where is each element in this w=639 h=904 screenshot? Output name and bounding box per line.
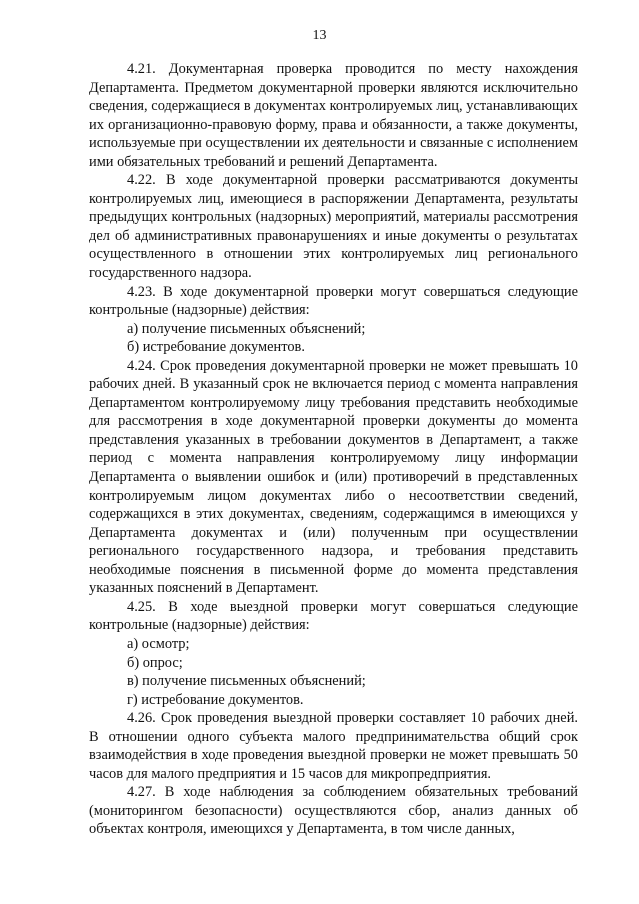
list-item: а) осмотр;: [127, 635, 190, 652]
paragraph-4-23: 4.23. В ходе документарной проверки могут совершаться следующие контрольные (надзорные) действия:: [89, 283, 578, 319]
list-item: г) истребование документов.: [127, 691, 304, 708]
paragraph-4-27: 4.27. В ходе наблюдения за соблюдением обязательных требований (мониторингом безопасности) осуществляются сбор, анализ данных об объектах контроля, имеющихся у Департамента, в том числе данных,: [89, 784, 578, 838]
page-number: 13: [312, 28, 327, 43]
paragraph-4-21: 4.21. Документарная проверка проводится по месту нахождения Департамента. Предметом документарной проверки являются исключительно сведения, содержащиеся в документах контролируемых лиц, устанавливающих их организационно-правовую форму, права и обязанности, а также документы, используемые при осуществлении их деятельности и связанные с исполнением ими обязательных требований и решений Департамента.: [89, 61, 578, 170]
list-item: б) истребование документов.: [127, 339, 305, 356]
document-body: [89, 60, 578, 839]
paragraph-4-22: 4.22. В ходе документарной проверки рассматриваются документы контролируемых лиц, имеющиеся в распоряжении Департамента, результаты предыдущих контрольных (надзорных) мероприятий, материалы рассмотрения дел об административных правонарушениях и иные документы о результатах осуществленного в отношении этих контролируемых лиц регионального государственного надзора.: [89, 172, 578, 282]
list-item: а) получение письменных объяснений;: [127, 320, 366, 337]
list-item: б) опрос;: [127, 654, 183, 671]
paragraph-4-24: 4.24. Срок проведения документарной проверки не может превышать 10 рабочих дней. В указанный срок не включается период с момента направления Департаментом контролируемому лицу требования представить необходимые для рассмотрения в ходе документарной проверки документы до момента представления указанных в требовании документов в Департамент, а также период с момента направления контролируемому лицу информации Департамента о выявлении ошибок и (или) противоречий в представленных контролируемым лицом документах либо о несоответствии сведений, содержащихся в этих документах, сведениям, содержащимся в имеющихся у Департамента документах и (или) полученным при осуществлении регионального государственного надзора, и требования представить необходимые пояснения в письменной форме до момента представления указанных пояснений в Департамент.: [89, 357, 578, 597]
list-item: в) получение письменных объяснений;: [127, 673, 366, 690]
paragraph-4-25: 4.25. В ходе выездной проверки могут совершаться следующие контрольные (надзорные) действия:: [89, 598, 578, 634]
paragraph-4-26: 4.26. Срок проведения выездной проверки составляет 10 рабочих дней. В отношении одного субъекта малого предпринимательства общий срок взаимодействия в ходе проведения выездной проверки не может превышать 50 часов для малого предприятия и 15 часов для микропредприятия.: [89, 710, 578, 782]
